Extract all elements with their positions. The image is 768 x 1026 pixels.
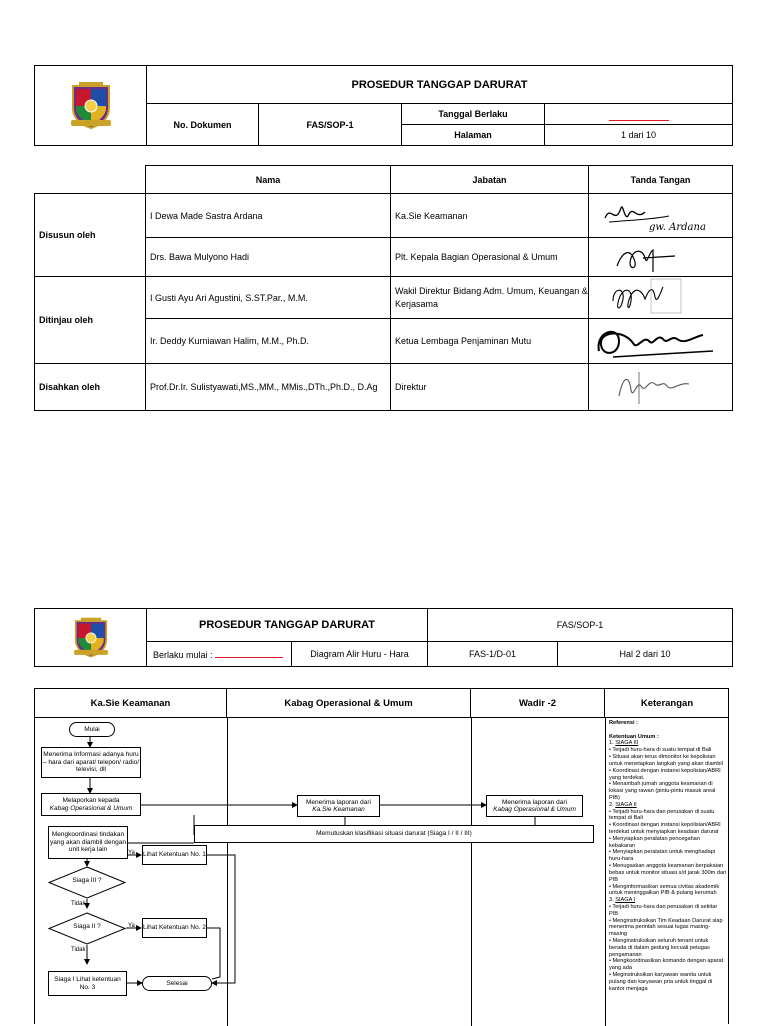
approval-table	[34, 165, 733, 410]
ket-item: • Mengkoordinasikan komando dengan aparat yang ada	[609, 958, 724, 972]
ya-label: Ya	[128, 923, 135, 929]
group-label-ditinjau: Ditinjau oleh	[35, 277, 146, 364]
siaga2-heading-text: SIAGA II	[615, 801, 637, 808]
jabatan-cell: Plt. Kepala Bagian Operasional & Umum	[391, 238, 589, 277]
menerima-wadir-label: Menerima laporan dari	[501, 798, 568, 806]
tanggal-berlaku-value	[545, 104, 733, 125]
blank-header-cell	[35, 166, 146, 194]
end-label: Selesai	[166, 979, 188, 987]
jabatan-cell: Direktur	[391, 364, 589, 411]
tidak-label: Tidak	[71, 901, 86, 907]
lane-header-wadir: Wadir -2	[471, 689, 605, 718]
ket-item: • Koordinasi dengan instansi kepolisian/ABRI yang terdekat.	[609, 767, 721, 781]
logo-cell	[35, 66, 147, 146]
form-code: FAS-1/D-01	[428, 642, 558, 667]
jabatan-cell: Ketua Lembaga Penjaminan Mutu	[391, 319, 589, 364]
keterangan-text	[609, 720, 727, 1025]
tanggal-red-underline	[609, 107, 669, 121]
lane-divider	[605, 718, 606, 1026]
start-label: Mulai	[84, 725, 100, 733]
start-terminal	[69, 722, 115, 737]
menerima-informasi-label: Menerima Informasi adanya huru – hara dari aparat/ telepon/ radio/ televisi, dll	[42, 751, 140, 774]
signature-cell	[589, 194, 733, 238]
signature-cell	[589, 319, 733, 364]
siaga1-box	[48, 971, 127, 996]
ket-item: • Terjadi huru-hara dan perusakan di sekitar PIB	[609, 903, 718, 917]
halaman-label: Halaman	[402, 125, 545, 146]
ket-item: • Menginstruksikan seluruh tenant untuk berada di dalam gedung kecuali petugas pengamanan	[609, 938, 710, 958]
document-header-2	[34, 608, 733, 666]
ket-item: • Menyiapkan peralatan pencegahan kebakaran	[609, 835, 700, 849]
mengkoordinasi-label: Mengkoordinasi tindakan yang akan diambil dengan unit kerja lain	[50, 831, 126, 854]
siaga3-heading: 1. SIAGA III	[609, 740, 639, 747]
berlaku-mulai-label: Berlaku mulai :	[153, 650, 213, 660]
menerima-wadir-italic: Kabag Operasional & Umum	[493, 806, 576, 813]
signature-cell	[589, 238, 733, 277]
halaman-value: 1 dari 10	[545, 125, 733, 146]
tanggal-berlaku-label: Tanggal Berlaku	[402, 104, 545, 125]
lane-header-keterangan: Keterangan	[605, 689, 729, 718]
nama-cell: Ir. Deddy Kurniawan Halim, M.M., Ph.D.	[146, 319, 391, 364]
memutuskan-box	[194, 825, 594, 843]
no-dokumen-value: FAS/SOP-1	[259, 104, 402, 146]
lihat-ketentuan-2-label: Lihat Ketentuan No. 2	[143, 924, 206, 932]
doc-title-2: PROSEDUR TANGGAP DARURAT	[147, 609, 428, 642]
signature-text: gw. Ardana	[649, 222, 706, 233]
lihat-ketentuan-1-box	[142, 845, 207, 865]
siaga1-label: Siaga I Lihat ketentuan No. 3	[54, 976, 121, 991]
signature-4	[593, 321, 729, 363]
ket-item: • Terjadi huru-hara dan perusakan di suatu tempat di Bali	[609, 808, 715, 822]
menerima-kabag-box	[297, 795, 380, 817]
col-header-tanda-tangan: Tanda Tangan	[589, 166, 733, 194]
nama-cell: I Dewa Made Sastra Ardana	[146, 194, 391, 238]
lihat-ketentuan-2-box	[142, 918, 207, 938]
logo-cell	[35, 609, 147, 667]
nama-cell: I Gusti Ayu Ari Agustini, S.ST.Par., M.M.	[146, 277, 391, 319]
lihat-ketentuan-1-label: Lihat Ketentuan No. 1	[143, 851, 206, 859]
document-header-1	[34, 65, 733, 145]
nama-cell: Drs. Bawa Mulyono Hadi	[146, 238, 391, 277]
referensi-label: Referensi :	[609, 720, 638, 726]
signature-3	[603, 277, 723, 317]
lane-header-kabag: Kabag Operasional & Umum	[227, 689, 471, 718]
doc-title: PROSEDUR TANGGAP DARURAT	[147, 66, 733, 104]
signature-cell	[589, 277, 733, 319]
ket-item: • Situasi akan terus dimonitor ke kepolisian untuk menetapkan langkah yang akan diambil	[609, 754, 723, 767]
ket-item: • Menyiapkan peralatan untuk menghadapi huru-hara	[609, 849, 716, 863]
melaporkan-label: Melaporkan kepada	[62, 797, 120, 805]
ket-item: • Menambah jumah anggota keamanan di lokasi yang rawan (pintu-pintu masuk areal PIB)	[609, 781, 716, 801]
siaga1-heading: 3. SIAGA I	[609, 897, 636, 904]
signature-5	[609, 366, 719, 408]
ket-item: • Terjadi huru-hara di suatu tempat di Bali	[609, 747, 712, 754]
menerima-wadir-box	[486, 795, 583, 817]
ya-label: Ya	[128, 850, 135, 856]
melaporkan-italic: Kabag Operasional & Umum	[49, 804, 133, 812]
ket-item: • Meginstruksikan karyawan wanita untuk pulang dan karyawan pria untuk tinggal di kantor menjaga	[609, 972, 713, 992]
memutuskan-label: Memutuskan klasifikasi situasi darurat (Siaga I / II / III)	[316, 830, 472, 838]
signature-cell	[589, 364, 733, 411]
decision-siaga3-label: Siaga III ?	[72, 877, 102, 884]
mengkoordinasi-box	[48, 826, 128, 859]
signature-2	[609, 240, 719, 276]
ket-item: • Menginformasikan semua civitas akademik untuk meninggalkan PIB & pulang kerumah	[609, 883, 720, 897]
siaga1-heading-text: SIAGA I	[615, 897, 636, 904]
menerima-kabag-italic: Ka.Sie Keamanan	[312, 806, 365, 813]
siaga2-heading: 2. SIAGA II	[609, 801, 637, 808]
melaporkan-box	[41, 793, 141, 816]
ket-item: • Menginstruksikan Tim Keadaan Darurat siap menerima perintah sesuai tugas masing-masing	[609, 917, 723, 938]
doc-code-2: FAS/SOP-1	[428, 609, 733, 642]
nama-cell: Prof.Dr.Ir. Sulistyawati,MS.,MM., MMis.,DTh.,Ph.D., D.Ag	[146, 364, 391, 411]
col-header-jabatan: Jabatan	[391, 166, 589, 194]
lane-header-kasie: Ka.Sie Keamanan	[35, 689, 227, 718]
no-dokumen-label: No. Dokumen	[147, 104, 259, 146]
page-number-2: Hal 2 dari 10	[558, 642, 733, 667]
berlaku-red-underline	[215, 648, 283, 658]
group-label-disusun: Disusun oleh	[35, 194, 146, 277]
end-terminal	[142, 976, 212, 991]
tidak-label: Tidak	[71, 947, 86, 953]
siaga3-heading-text: SIAGA III	[615, 740, 639, 747]
signature-1	[599, 196, 729, 236]
jabatan-cell: Ka.Sie Keamanan	[391, 194, 589, 238]
institution-logo	[35, 616, 146, 660]
institution-logo	[35, 80, 146, 132]
berlaku-mulai	[147, 642, 292, 667]
decision-siaga2-label: Siaga II ?	[73, 923, 101, 930]
menerima-kabag-label: Menerima laporan dari	[305, 798, 372, 806]
menerima-informasi-box	[41, 747, 141, 778]
diagram-label: Diagram Alir Huru - Hara	[292, 642, 428, 667]
group-label-disahkan: Disahkan oleh	[35, 364, 146, 411]
jabatan-cell: Wakil Direktur Bidang Adm. Umum, Keuangan & Kerjasama	[391, 277, 589, 319]
flowchart	[34, 688, 729, 1024]
ket-item: • Menugaskan anggota keamanan berpakaian bebas untuk monitor situasi s/d jarak 300m dari PIB	[609, 863, 727, 883]
ketentuan-label: Ketentuan Umum :	[609, 733, 659, 740]
ket-item: • Koordinasi dengan instansi kepolisian/ABRI terdekat untuk menyiapkan keadaan darurat	[609, 822, 721, 835]
col-header-nama: Nama	[146, 166, 391, 194]
